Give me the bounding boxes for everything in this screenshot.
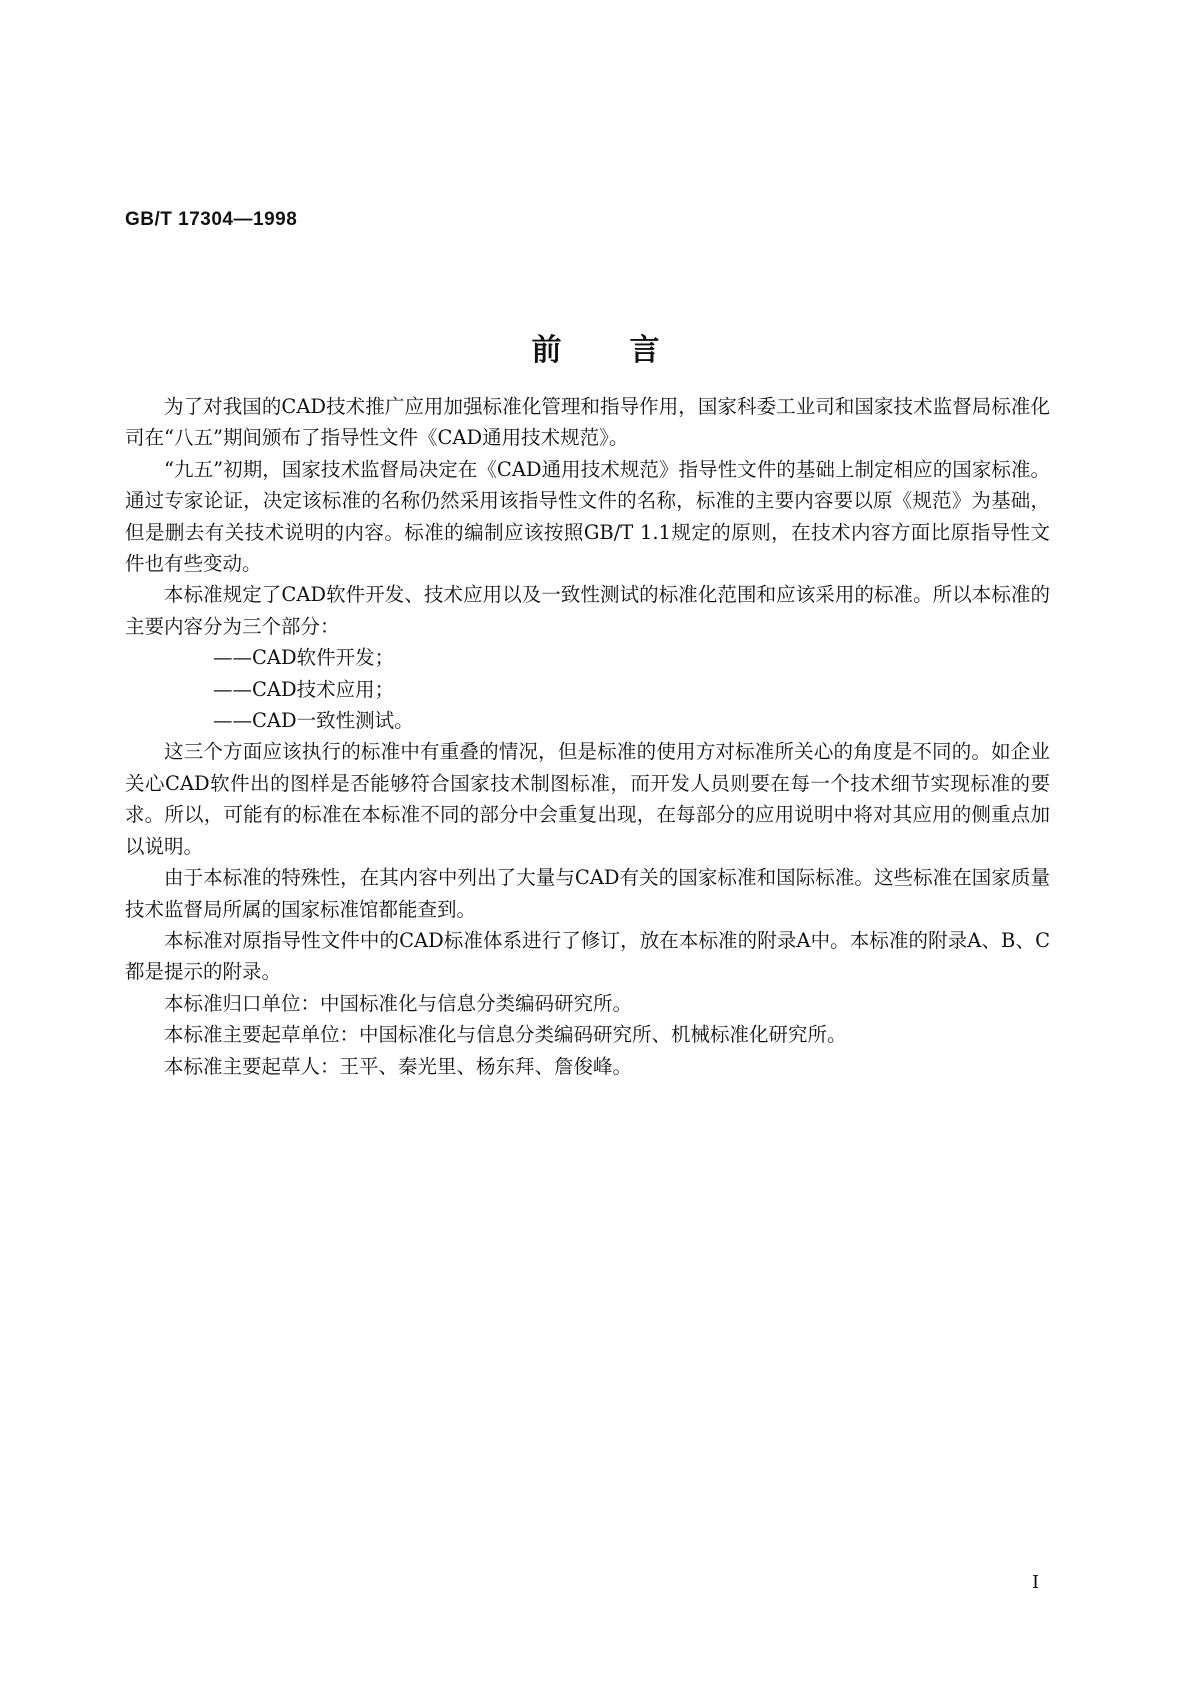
- paragraph: 为了对我国的CAD技术推广应用加强标准化管理和指导作用，国家科委工业司和国家技术监督局标准化司在“八五”期间颁布了指导性文件《CAD通用技术规范》。: [125, 395, 1050, 450]
- list-item: ——CAD一致性测试。: [213, 709, 414, 733]
- page-title: 前言: [531, 333, 728, 368]
- paragraph: 本标准规定了CAD软件开发、技术应用以及一致性测试的标准化范围和应该采用的标准。所以本标准的主要内容分为三个部分：: [125, 583, 1050, 638]
- preface-body: [125, 391, 1050, 1082]
- paragraph: 由于本标准的特殊性，在其内容中列出了大量与CAD有关的国家标准和国际标准。这些标准在国家质量技术监督局所属的国家标准馆都能查到。: [125, 866, 1050, 921]
- document-code: GB/T 17304—1998: [125, 209, 298, 230]
- list-item: ——CAD软件开发；: [213, 646, 395, 670]
- paragraph: 本标准主要起草人：王平、秦光里、杨东拜、詹俊峰。: [164, 1054, 633, 1078]
- paragraph: 本标准归口单位：中国标准化与信息分类编码研究所。: [164, 991, 633, 1015]
- paragraph: “九五”初期，国家技术监督局决定在《CAD通用技术规范》指导性文件的基础上制定相应的国家标准。通过专家论证，决定该标准的名称仍然采用该指导性文件的名称，标准的主要内容要以原《规范》为基础，但是删去有关技术说明的内容。标准的编制应该按照GB/T 1.1规定的原则，在技术内容方面比原指导性文件也有些变动。: [125, 457, 1050, 576]
- list-item: ——CAD技术应用；: [213, 677, 395, 701]
- paragraph: 本标准主要起草单位：中国标准化与信息分类编码研究所、机械标准化研究所。: [164, 1023, 847, 1047]
- paragraph: 本标准对原指导性文件中的CAD标准体系进行了修订，放在本标准的附录A中。本标准的附录A、B、C都是提示的附录。: [125, 928, 1050, 984]
- paragraph: 这三个方面应该执行的标准中有重叠的情况，但是标准的使用方对标准所关心的角度是不同的。如企业关心CAD软件出的图样是否能够符合国家技术制图标准，而开发人员则要在每一个技术细节实现标准的要求。所以，可能有的标准在本标准不同的部分中会重复出现，在每部分的应用说明中将对其应用的侧重点加以说明。: [125, 740, 1050, 858]
- page-number: I: [1032, 1572, 1040, 1593]
